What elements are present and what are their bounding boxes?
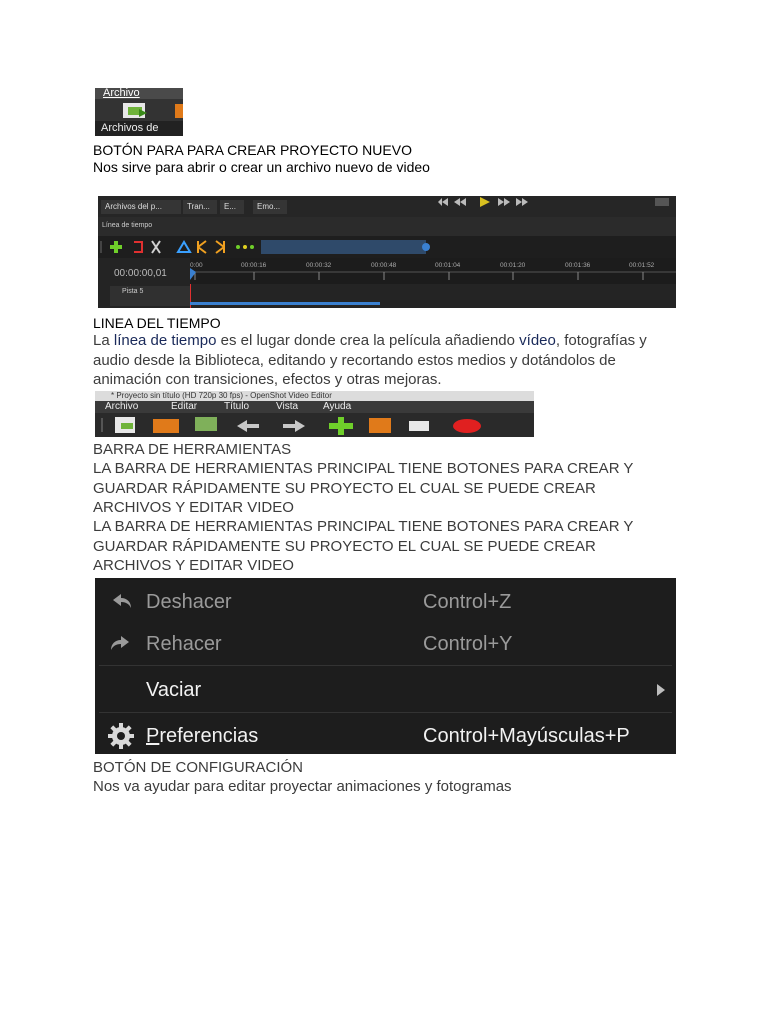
- menu-vista: Vista: [276, 401, 299, 412]
- ruler-tick-label: 00:00:48: [371, 262, 397, 269]
- file-menu-label: Archivo: [95, 88, 183, 99]
- camera-icon: [655, 198, 669, 206]
- redo-icon: [109, 634, 133, 654]
- new-file-icon: [95, 99, 183, 121]
- ruler-tick-label: 00:00:32: [306, 262, 332, 269]
- menu-ayuda: Ayuda: [323, 401, 352, 412]
- menu-archivo: Archivo: [105, 401, 139, 412]
- timeline-tools: [98, 236, 676, 258]
- edit-menu-screenshot: [95, 578, 676, 754]
- mnemonic-letter: P: [146, 725, 160, 747]
- tab-files: Archivos del p...: [101, 200, 181, 214]
- menu-item-rehacer: [95, 622, 676, 666]
- menu-item-label: [146, 714, 258, 754]
- section1-description: Nos sirve para abrir o crear un archivo nuevo de video: [93, 159, 430, 175]
- ruler-tick-label: 00:00:16: [241, 262, 267, 269]
- section4-heading: BOTÓN DE CONFIGURACIÓN: [93, 759, 304, 776]
- menu-item-label: Rehacer: [146, 633, 222, 655]
- menu-item-vaciar[interactable]: [95, 668, 676, 712]
- section3-heading: BARRA DE HERRAMIENTAS: [93, 441, 292, 458]
- menu-item-preferencias[interactable]: [95, 714, 676, 754]
- desc-text: La: [93, 332, 114, 349]
- toolbar-screenshot: [95, 391, 534, 437]
- timeline-panel-label: Línea de tiempo: [102, 222, 153, 229]
- track-label: Pista 5: [122, 288, 144, 295]
- undo-icon: [109, 592, 133, 612]
- section3-paragraph2: LA BARRA DE HERRAMIENTAS PRINCIPAL TIENE BOTONES PARA CREAR Y GUARDAR RÁPIDAMENTE SU PROYECTO EL CUAL SE PUEDE CREAR ARCHIVOS Y EDITAR VIDEO: [93, 518, 634, 574]
- window-title: * Proyecto sin título (HD 720p 30 fps) - OpenShot Video Editor: [95, 391, 534, 401]
- section1-heading: BOTÓN PARA PARA CREAR PROYECTO NUEVO: [93, 142, 412, 158]
- gear-icon: [107, 722, 135, 750]
- track-row: [98, 284, 676, 308]
- ruler-tick-label: 00:01:36: [565, 262, 591, 269]
- menu-item-shortcut: Control+Y: [423, 633, 513, 655]
- timecode: 00:00:00,01: [114, 268, 167, 279]
- timeline-screenshot: [98, 196, 676, 308]
- section2-description: [93, 331, 673, 390]
- label-rest: referencias: [159, 725, 259, 747]
- desc-text: es el lugar donde crea la película añadiendo: [216, 332, 520, 349]
- tab-transitions: Tran...: [183, 200, 217, 214]
- tab-emojis: Emo...: [253, 200, 287, 214]
- desc-text: , fotografías y audio desde la Biblioteca, editando y recortando estos medios y dotándolos de animación con transiciones, efectos y otras mejoras.: [93, 332, 647, 388]
- scroll-bar: [190, 302, 380, 305]
- ruler-tick-label: 0:00: [190, 262, 203, 269]
- menu-item-shortcut: Control+Mayúsculas+P: [423, 725, 630, 747]
- ruler-tick-label: 00:01:20: [500, 262, 526, 269]
- app-menubar: [95, 401, 534, 413]
- menu-item-shortcut: Control+Z: [423, 591, 512, 613]
- tab-effects: E...: [220, 200, 244, 214]
- submenu-arrow-icon: [655, 683, 667, 697]
- menu-item-label: Vaciar: [146, 679, 202, 701]
- main-toolbar: [95, 413, 534, 437]
- toolbar-icons: [95, 413, 534, 437]
- playback-controls: [438, 196, 538, 208]
- video-link[interactable]: vídeo: [519, 332, 556, 349]
- menu-editar: Editar: [171, 401, 198, 412]
- panel-tabs: [98, 196, 676, 217]
- screenshot-toolbar: [95, 99, 183, 121]
- new-project-screenshot: [95, 88, 183, 136]
- section2-heading: LINEA DEL TIEMPO: [93, 315, 221, 331]
- menu-separator: [99, 712, 672, 713]
- section3-paragraph1: LA BARRA DE HERRAMIENTAS PRINCIPAL TIENE BOTONES PARA CREAR Y GUARDAR RÁPIDAMENTE SU PROYECTO EL CUAL SE PUEDE CREAR ARCHIVOS Y EDITAR VIDEO: [93, 460, 634, 516]
- ruler-tick-label: 00:01:04: [435, 262, 461, 269]
- timeline-link[interactable]: línea de tiempo: [113, 332, 217, 349]
- menu-item-label: Deshacer: [146, 591, 232, 613]
- ruler-tick-label: 00:01:52: [629, 262, 655, 269]
- menu-titulo: Título: [224, 401, 250, 412]
- menu-separator: [99, 665, 672, 666]
- menu-item-deshacer: [95, 580, 676, 624]
- timeline-tool-icons: [98, 236, 676, 258]
- section4-description: Nos va ayudar para editar proyectar animaciones y fotogramas: [93, 778, 512, 795]
- file-list-label: Archivos de: [95, 121, 183, 136]
